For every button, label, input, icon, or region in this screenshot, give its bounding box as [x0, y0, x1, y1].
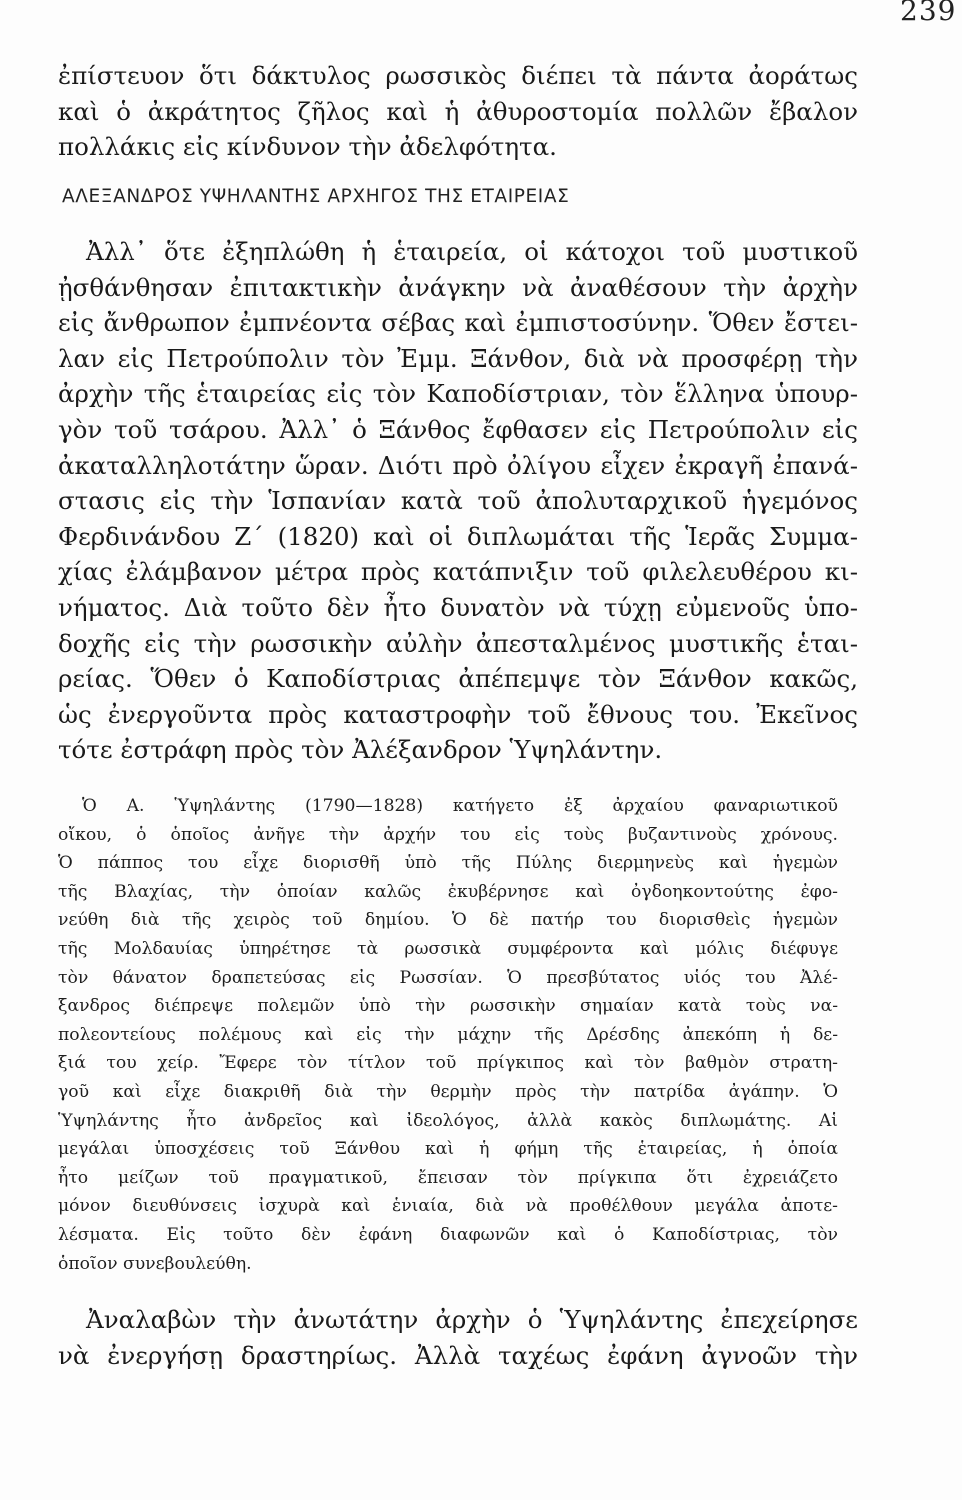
footnote-line: λέσματα. Εἰς τοῦτο δὲν ἐφάνη διαφωνῶν καὶ ὁ Καποδίστριας, τὸν [58, 1224, 838, 1245]
text-line: ᾐσθάνθησαν ἐπιτακτικὴν ἀνάγκην νὰ ἀναθέσουν τὴν ἀρχὴν [58, 272, 858, 302]
text-line: τότε ἐστράφη πρὸς τὸν Ἀλέξανδρον Ὑψηλάντην. [58, 735, 663, 765]
text-line: ἀκαταλληλοτάτην ὥραν. Διότι πρὸ ὀλίγου εἶχεν ἐκραγῆ ἐπανά- [58, 450, 858, 480]
text-line: δοχῆς εἰς τὴν ρωσσικὴν αὐλὴν ἀπεσταλμένος μυστικῆς ἑται- [58, 628, 858, 658]
text-line: Φερδινάνδου Ζ´ (1820) καὶ οἱ διπλωμάται τῆς Ἱερᾶς Συμμα- [58, 521, 858, 551]
text-line: πολλάκις εἰς κίνδυνον τὴν ἀδελφότητα. [58, 132, 557, 162]
paragraph-main [58, 234, 858, 768]
text-line: εἰς ἄνθρωπον ἐμπνέοντα σέβας καὶ ἐμπιστοσύνην. Ὅθεν ἔστει- [58, 308, 858, 338]
text-line: ἐπίστευον ὅτι δάκτυλος ρωσσικὸς διέπει τὰ πάντα ἀοράτως [58, 61, 858, 90]
text-line: λαν εἰς Πετρούπολιν τὸν Ἐμμ. Ξάνθον, διὰ νὰ προσφέρῃ τὴν [58, 343, 858, 373]
text-line: καὶ ὁ ἀκράτητος ζῆλος καὶ ἡ ἀθυροστομία πολλῶν ἔβαλον [58, 96, 858, 126]
text-line: ἀρχὴν τῆς ἑταιρείας εἰς τὸν Καποδίστριαν, τὸν ἕλληνα ὑπουρ- [58, 379, 858, 409]
paragraph-bottom [58, 1302, 858, 1373]
text-line: ὡς ἐνεργοῦντα πρὸς καταστροφὴν τοῦ ἔθνους του. Ἐκεῖνος [58, 699, 858, 729]
footnote-line: ξανδρος διέπρεψε πολεμῶν ὑπὸ τὴν ρωσσικὴν σημαίαν κατὰ τοὺς να- [58, 996, 838, 1017]
footnote-line: τῆς Μολδαυίας ὑπηρέτησε τὰ ρωσσικὰ συμφέροντα καὶ μόλις διέφυγε [58, 938, 838, 959]
footnote-line: Ὁ πάππος του εἶχε διορισθῆ ὑπὸ τῆς Πύλης διερμηνεὺς καὶ ἡγεμὼν [58, 853, 838, 874]
footnote-line: οἴκου, ὁ ὁποῖος ἀνῆγε τὴν ἀρχήν του εἰς τοὺς βυζαντινοὺς χρόνους. [58, 824, 838, 845]
text-line: Ἀλλ᾽ ὅτε ἐξηπλώθη ἡ ἑταιρεία, οἱ κάτοχοι τοῦ μυστικοῦ [86, 237, 858, 266]
text-line: στασις εἰς τὴν Ἱσπανίαν κατὰ τοῦ ἀπολυταρχικοῦ ἡγεμόνος [58, 486, 858, 516]
footnote-line: Ὁ Α. Ὑψηλάντης (1790—1828) κατήγετο ἐξ ἀρχαίου φαναριωτικοῦ [82, 796, 838, 816]
section-heading: ΑΛΕΞΑΝΔΡΟΣ ΥΨΗΛΑΝΤΗΣ ΑΡΧΗΓΟΣ ΤΗΣ ΕΤΑΙΡΕΙΑΣ [62, 186, 570, 207]
footnote-line: πολεοντείους πολέμους καὶ εἰς τὴν μάχην τῆς Δρέσδης ἀπεκόπη ἡ δε- [58, 1024, 838, 1045]
text-line: χίας ἐλάμβανον μέτρα πρὸς κατάπνιξιν τοῦ φιλελευθέρου κι- [58, 557, 858, 587]
footnote [58, 792, 838, 1278]
text-line: νὰ ἐνεργήσῃ δραστηρίως. Ἀλλὰ ταχέως ἐφάνη ἀγνοῶν τὴν [58, 1340, 858, 1370]
text-line: ρείας. Ὅθεν ὁ Καποδίστριας ἀπέπεμψε τὸν Ξάνθον κακῶς, [58, 664, 858, 694]
paragraph-top [58, 58, 858, 165]
text-line: Ἀναλαβὼν τὴν ἀνωτάτην ἀρχὴν ὁ Ὑψηλάντης ἐπεχείρησε [86, 1305, 858, 1334]
footnote-line: ξιά του χείρ. Ἔφερε τὸν τίτλον τοῦ πρίγκιπος καὶ τὸν βαθμὸν στρατη- [58, 1053, 838, 1074]
footnote-line: γοῦ καὶ εἶχε διακριθῆ διὰ τὴν θερμὴν πρὸς τὴν πατρίδα ἀγάπην. Ὁ [58, 1081, 838, 1102]
footnote-line: τῆς Βλαχίας, τὴν ὁποίαν καλῶς ἐκυβέρνησε καὶ ὀγδοηκοντούτης ἐφο- [58, 881, 838, 902]
footnote-line: μόνον διευθύνσεις ἰσχυρὰ καὶ ἑνιαία, διὰ νὰ προθέλθουν μεγάλα ἀποτε- [58, 1196, 838, 1217]
text-line: γὸν τοῦ τσάρου. Ἀλλ᾽ ὁ Ξάνθος ἔφθασεν εἰς Πετρούπολιν εἰς [58, 414, 858, 444]
footnote-line: Ὑψηλάντης ἦτο ἀνδρεῖος καὶ ἰδεολόγος, ἀλλὰ κακὸς διπλωμάτης. Αἱ [58, 1110, 838, 1131]
footnote-line: ὁποῖον συνεβουλεύθη. [58, 1253, 252, 1274]
page-number: 239 [900, 0, 957, 27]
footnote-line: ἦτο μείζων τοῦ πραγματικοῦ, ἔπεισαν τὸν πρίγκιπα ὅτι ἐχρειάζετο [58, 1167, 838, 1188]
footnote-line: μεγάλαι ὑποσχέσεις τοῦ Ξάνθου καὶ ἡ φήμη τῆς ἑταιρείας, ἡ ὁποία [58, 1139, 838, 1160]
text-line: νήματος. Διὰ τοῦτο δὲν ἦτο δυνατὸν νὰ τύχῃ εὐμενοῦς ὑπο- [58, 592, 858, 622]
footnote-line: νεύθη διὰ τῆς χειρὸς τοῦ δημίου. Ὁ δὲ πατήρ του διορισθεὶς ἡγεμὼν [58, 910, 838, 931]
footnote-line: τὸν θάνατον δραπετεύσας εἰς Ρωσσίαν. Ὁ πρεσβύτατος υἱός του Ἀλέ- [58, 967, 838, 988]
